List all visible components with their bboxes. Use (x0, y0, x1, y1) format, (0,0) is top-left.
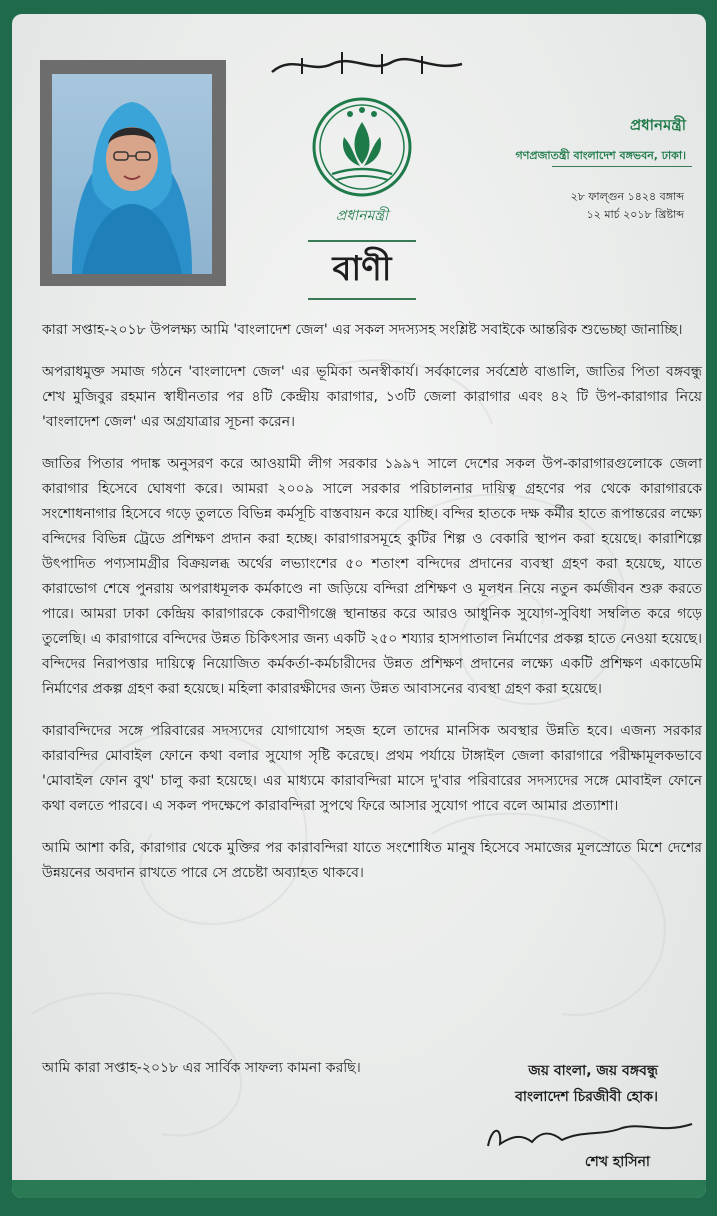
paragraph-5: আমি আশা করি, কারাগার থেকে মুক্তির পর কারাবন্দিরা যাতে সংশোধিত মানুষ হিসেবে সমাজের মূলস্রোতে মিশে দেশের উন্নয়নের অবদান রাখতে পারে সে প্রচেষ্টা অব্যাহত থাকবে। (42, 840, 702, 881)
paragraph-3: জাতির পিতার পদাঙ্ক অনুসরণ করে আওয়ামী লীগ সরকার ১৯৯৭ সালে দেশের সকল উপ-কারাগারগুলোকে জেলা কারাগার হিসেবে ঘোষণা করে। আমরা ২০০৯ সালে সরকার পরিচালনার দায়িত্ব গ্রহণের পর থেকে কারাগারকে সংশোধনাগার হিসেবে গড়ে তুলতে বিভিন্ন কর্মসূচি বাস্তবায়ন করে যাচ্ছি। বন্দির হাতকে দক্ষ কর্মীর হাতে রূপান্তরের লক্ষ্যে বন্দিদের বিভিন্ন ট্রেডে প্রশিক্ষণ প্রদান করা হচ্ছে। কারাগারসমূহে কুটির শিল্প ও বেকারি স্থাপন করা হয়েছে। কারাশিল্পে উৎপাদিত পণ্যসামগ্রীর বিক্রয়লব্ধ অর্থের লভ্যাংশের ৫০ শতাংশ বন্দিদের প্রদানের ব্যবস্থা গ্রহণ করা হয়েছে, যাতে কারাভোগ শেষে পুনরায় অপরাধমূলক কর্মকাণ্ডে না জড়িয়ে বন্দিরা প্রশিক্ষণ ও মূলধন নিয়ে নতুন কর্মজীবন শুরু করতে পারে। আমরা ঢাকা কেন্দ্রিয় কারাগারকে কেরাণীগঞ্জে স্থানান্তর করে আরও আধুনিক সুযোগ-সুবিধা সম্বলিত করে গড়ে তুলেছি। এ কারাগারে বন্দিদের উন্নত চিকিৎসার জন্য একটি ২৫০ শয্যার হাসপাতাল নির্মাণের প্রকল্প হাতে নেওয়া হয়েছে। বন্দিদের নিরাপত্তার দায়িত্বে নিয়োজিত কর্মকর্তা-কর্মচারীদের উন্নত প্রশিক্ষণ প্রদানের লক্ষ্যে একটি প্রশিক্ষণ একাডেমি নির্মাণের প্রকল্প গ্রহণ করা হয়েছে। মহিলা কারারক্ষীদের জন্য উন্নত আবাসনের ব্যবস্থা গ্রহণ করা হয়েছে। (42, 456, 702, 697)
slogan-joy-bangla: জয় বাংলা, জয় বঙ্গবন্ধু (528, 1063, 658, 1079)
emblem-label: প্রধানমন্ত্রী (335, 208, 389, 224)
signer-name: শেখ হাসিনা (584, 1154, 650, 1170)
title-top-rule (308, 240, 416, 242)
office-block (516, 114, 686, 166)
paragraph-4: কারাবন্দিদের সঙ্গে পরিবারের সদস্যদের যোগাযোগ সহজ হলে তাদের মানসিক অবস্থার উন্নতি হবে। এজন্য সরকার কারাবন্দির মোবাইল ফোনে কথা বলার সুযোগ সৃষ্টি করেছে। প্রথম পর্যায়ে টাঙ্গাইল জেলা কারাগারে পরীক্ষামূলকভাবে 'মোবাইল ফোন বুথ' চালু করা হয়েছে। এর মাধ্যমে কারাবন্দিরা মাসে দু'বার পরিবারের সদস্যদের সঙ্গে মোবাইল ফোনে কথা বলতে পারবে। এ সকল পদক্ষেপে কারাবন্দিরা সুপথে ফিরে আসার সুযোগ পাবে বলে আমার প্রত্যাশা। (42, 723, 702, 814)
paragraph-1: কারা সপ্তাহ-২০১৮ উপলক্ষ্য আমি 'বাংলাদেশ জেল' এর সকল সদস্যসহ সংশ্লিষ্ট সবাইকে আন্তরিক শুভেচ্ছা জানাচ্ছি। (42, 322, 683, 338)
closing-line: আমি কারা সপ্তাহ-২০১৮ এর সার্বিক সাফল্য কামনা করছি। (42, 1060, 361, 1076)
bismillah-calligraphy (262, 44, 472, 84)
portrait-frame (40, 60, 226, 286)
message-body (42, 318, 702, 903)
office-address: গণপ্রজাতন্ত্রী বাংলাদেশ বঙ্গভবন, ঢাকা। (515, 149, 686, 162)
bottom-band (12, 1180, 706, 1198)
slogan-bangladesh: বাংলাদেশ চিরজীবী হোক। (515, 1089, 658, 1105)
portrait-photo (52, 74, 212, 274)
date-block (571, 188, 684, 224)
paragraph-2: অপরাধমুক্ত সমাজ গঠনে 'বাংলাদেশ জেল' এর ভূমিকা অনস্বীকার্য। সর্বকালের সর্বশ্রেষ্ঠ বাঙালি, জাতির পিতা বঙ্গবন্ধু শেখ মুজিবুর রহমান স্বাধীনতার পর ৪টি কেন্দ্রীয় কারাগার, ১৩টি জেলা কারাগার এবং ৪২ টি উপ-কারাগার নিয়ে 'বাংলাদেশ জেল' এর অগ্রযাত্রার সূচনা করেন। (42, 364, 702, 430)
message-title: বাণী (332, 249, 392, 289)
emblem-icon (302, 92, 422, 202)
government-emblem (302, 92, 422, 232)
office-divider (552, 166, 692, 167)
title-bottom-rule (308, 298, 416, 300)
bismillah-calligraphy-icon (262, 44, 472, 84)
date-bangla: ২৮ ফাল্গুন ১৪২৪ বঙ্গাব্দ (570, 190, 684, 203)
office-title: প্রধানমন্ত্রী (630, 116, 686, 134)
message-paper (12, 14, 706, 1198)
slogan-block (515, 1058, 658, 1110)
portrait-figure (52, 74, 212, 274)
date-english: ১২ মার্চ ২০১৮ খ্রিষ্টাব্দ (586, 208, 684, 221)
